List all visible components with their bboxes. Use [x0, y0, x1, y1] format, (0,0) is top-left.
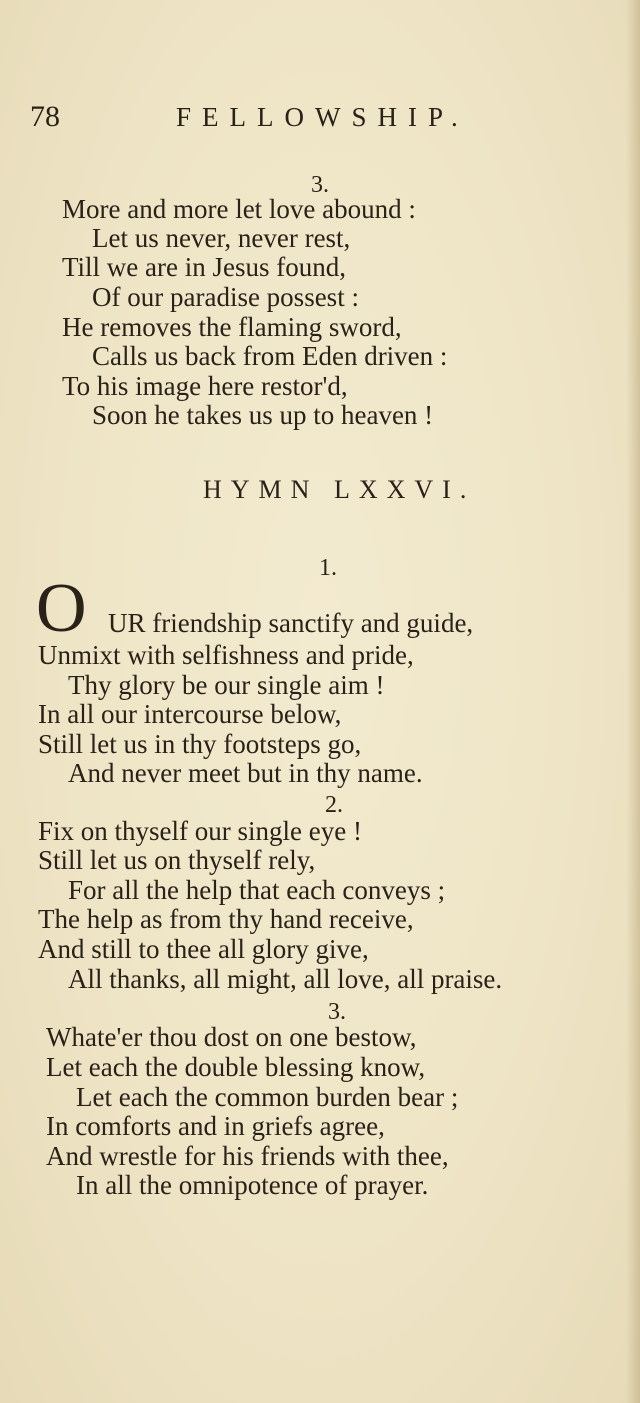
verse-line: He removes the flaming sword,: [62, 312, 402, 342]
verse-line: And still to thee all glory give,: [38, 934, 369, 964]
verse-line: Calls us back from Eden driven :: [92, 341, 448, 371]
verse-line: Thy glory be our single aim !: [68, 670, 385, 700]
page-edge-shadow: [626, 0, 640, 1403]
verse-line: In all our intercourse below,: [38, 699, 342, 729]
verse-line: More and more let love abound :: [62, 194, 416, 224]
verse-line: Of our paradise possest :: [92, 282, 359, 312]
verse-line: In comforts and in griefs agree,: [46, 1111, 385, 1141]
verse-line: UR friendship sanctify and guide,: [108, 608, 474, 638]
stanza-number: 3.: [328, 999, 346, 1025]
verse-line: Let each the double blessing know,: [46, 1052, 426, 1082]
page-header: [30, 100, 590, 140]
verse-line: To his image here restor'd,: [62, 371, 348, 401]
verse-line: The help as from thy hand receive,: [38, 904, 414, 934]
verse-line: And wrestle for his friends with thee,: [46, 1141, 449, 1171]
verse-line: Let us never, never rest,: [92, 223, 351, 253]
stanza-number: 3.: [311, 172, 329, 198]
stanza-number: 2.: [325, 792, 343, 818]
verse-line: Still let us on thyself rely,: [38, 845, 316, 875]
hymn-title: HYMN LXXVI.: [203, 475, 476, 504]
verse-line: Let each the common burden bear ;: [76, 1082, 459, 1112]
verse-line: In all the omnipotence of prayer.: [76, 1170, 429, 1200]
verse-line: Till we are in Jesus found,: [62, 252, 346, 282]
verse-line: Soon he takes us up to heaven !: [92, 400, 434, 430]
verse-line: For all the help that each conveys ;: [68, 875, 446, 905]
verse-line: Fix on thyself our single eye !: [38, 816, 362, 846]
verse-line: Unmixt with selfishness and pride,: [38, 640, 414, 670]
verse-line: And never meet but in thy name.: [68, 758, 423, 788]
page-number: 78: [30, 100, 60, 133]
verse-line: Still let us in thy footsteps go,: [38, 729, 362, 759]
verse-line: Whate'er thou dost on one bestow,: [46, 1022, 417, 1052]
verse-line: All thanks, all might, all love, all praise.: [68, 964, 503, 994]
running-head: FELLOWSHIP.: [176, 102, 469, 132]
stanza-number: 1.: [319, 555, 337, 581]
drop-cap: O: [36, 570, 87, 647]
